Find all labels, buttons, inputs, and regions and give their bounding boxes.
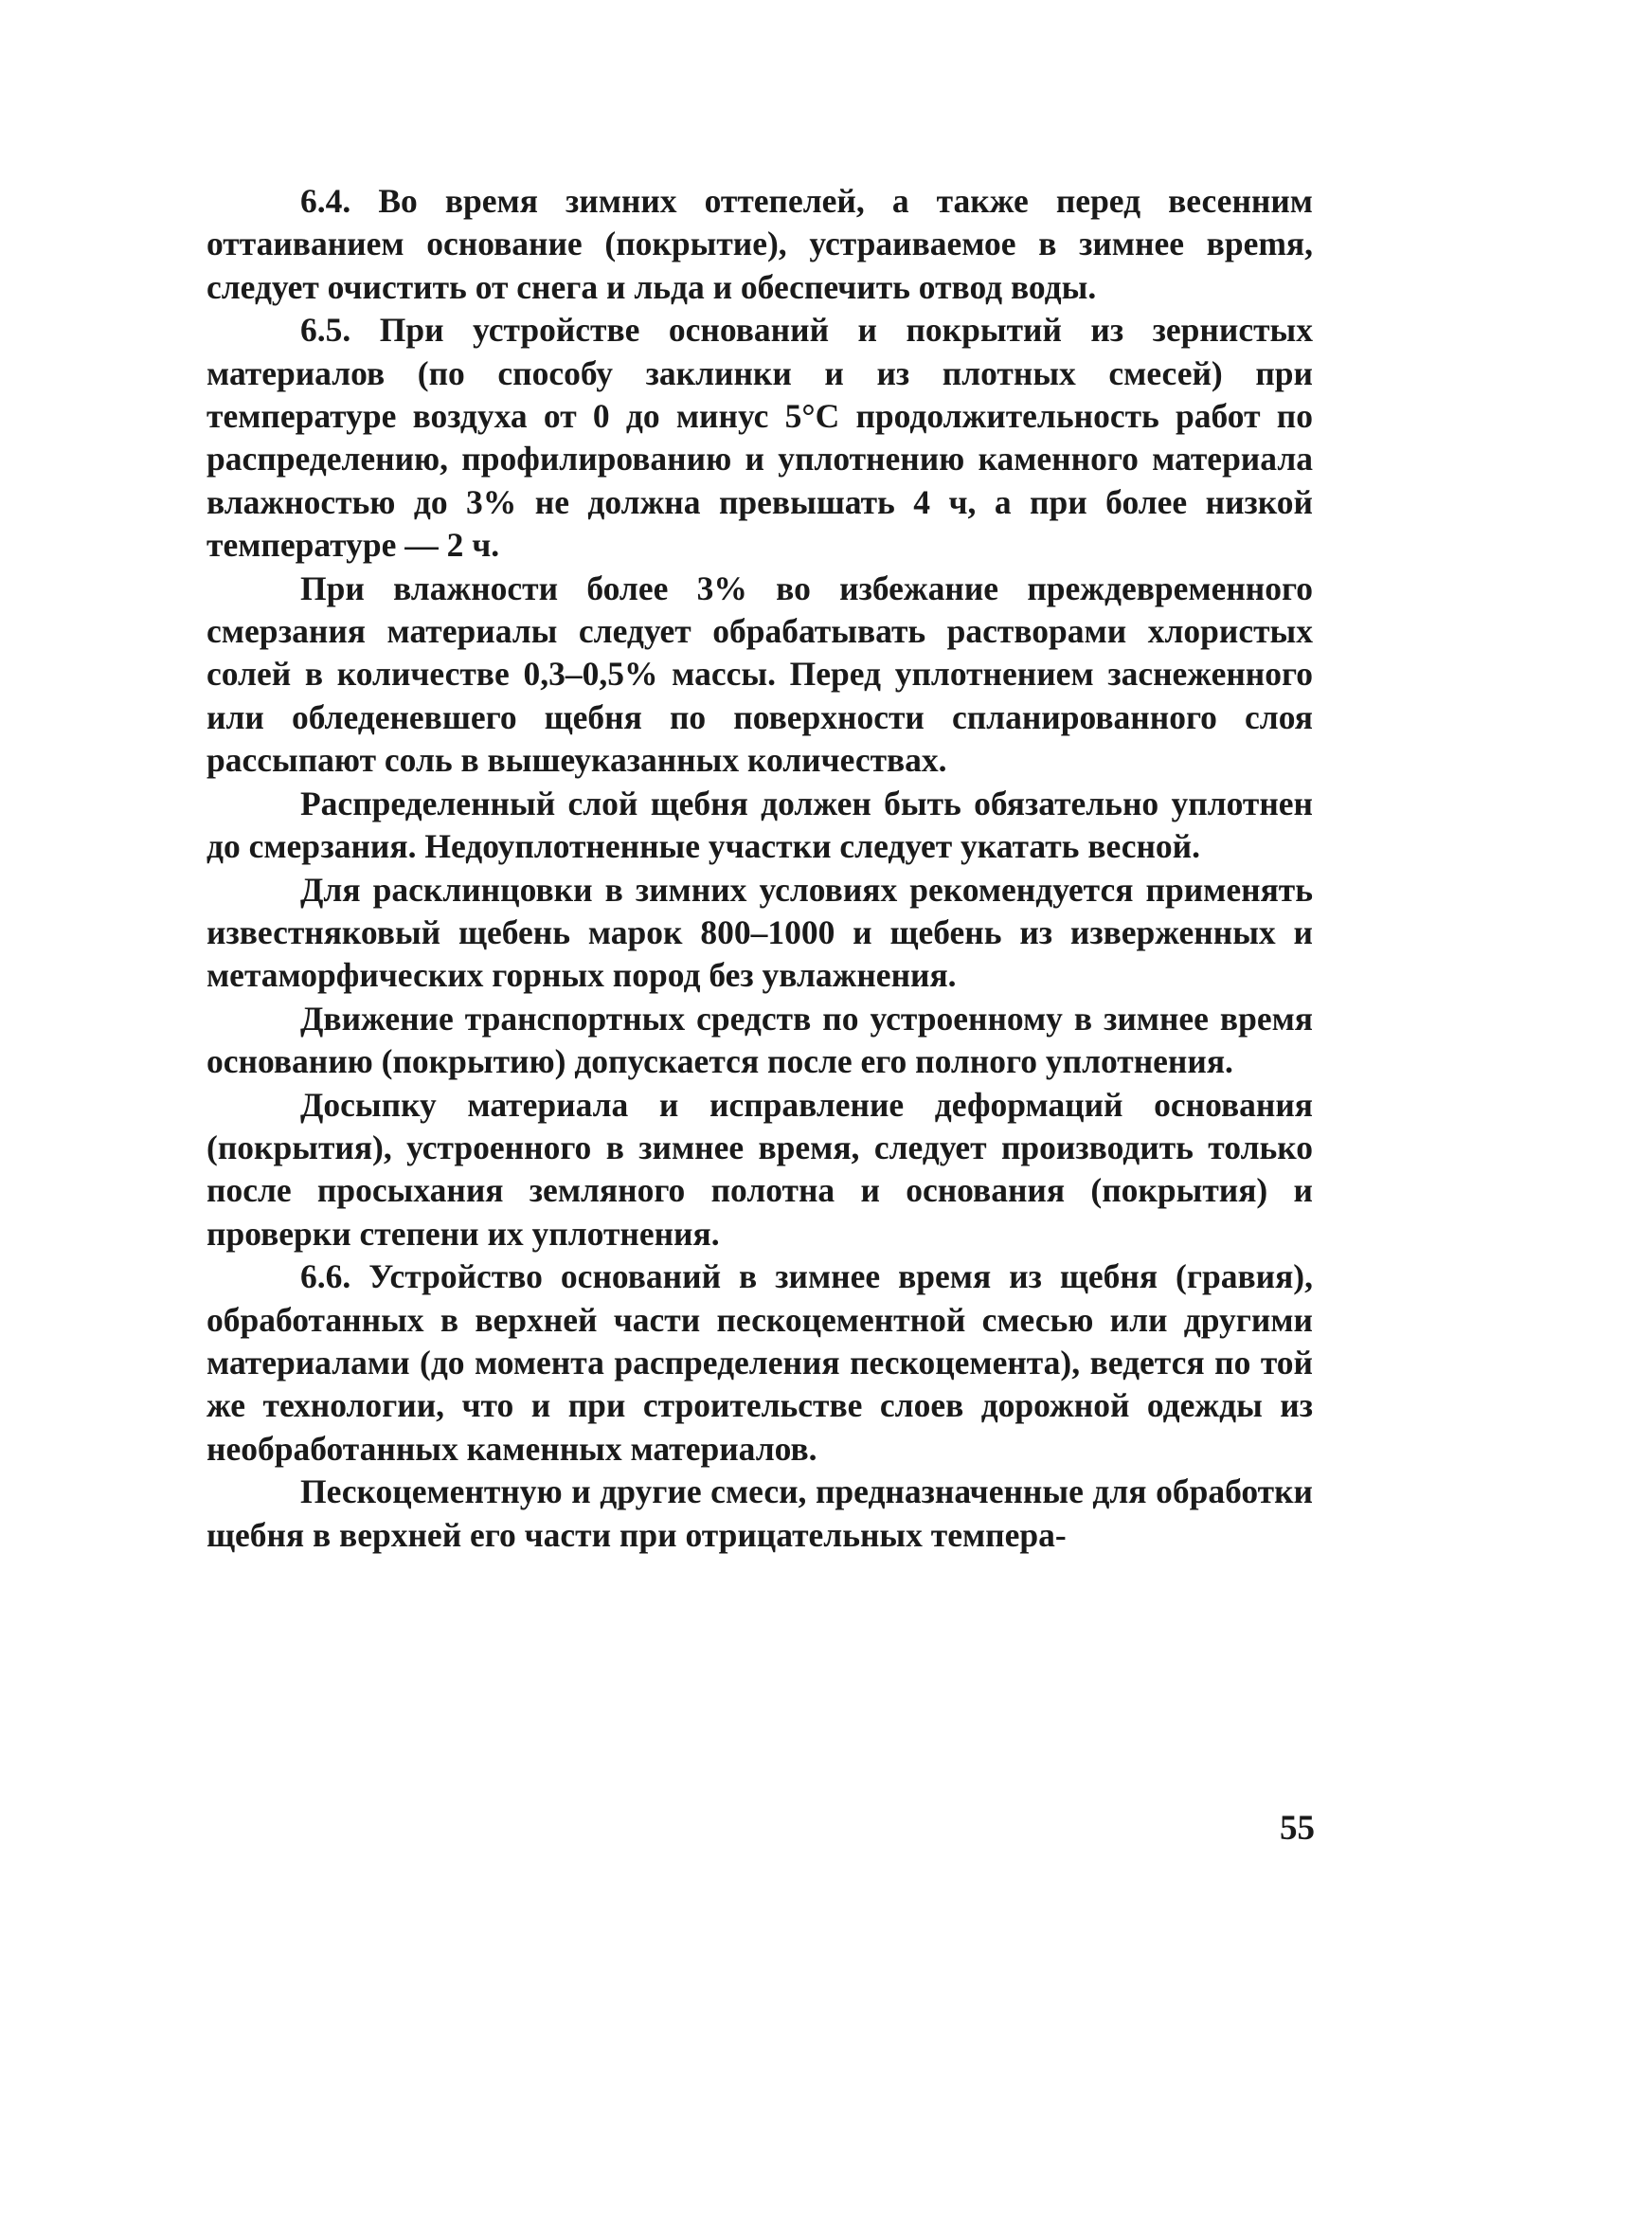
paragraph-wedging: Для расклинцовки в зимних условиях рекомендуется применять известняковый щебень марок 800–1000 и щебень из изверженных и метаморфических горных пород без увлажнения. xyxy=(206,870,1313,995)
paragraph-compaction: Распределенный слой щебня должен быть обязательно уплотнен до смерзания. Недоуплотненные участки следует укатать весной. xyxy=(206,784,1313,866)
paragraph-6-4: 6.4. Во время зимних оттепелей, а также перед весенним оттаиванием основание (покрытие), устраиваемое в зимнее вреmя, следует очистить от снега и льда и обеспечить отвод воды. xyxy=(206,182,1313,306)
paragraph-sand-cement: Пескоцементную и другие смеси, предназначенные для обработки щебня в верхней его части при отрицательных темпера- xyxy=(206,1472,1313,1554)
paragraph-traffic: Движение транспортных средств по устроенному в зимнее время основанию (покрытию) допускается после его полного уплотнения. xyxy=(206,999,1313,1081)
paragraph-moisture: При влажности более 3% во избежание преждевременного смерзания материалы следует обрабатывать растворами хлористых солей в количестве 0,3–0,5% массы. Перед уплотнением заснеженного или обледеневшего щебня по поверхности спланированного слоя рассыпают соль в вышеуказанных количествах. xyxy=(206,569,1313,780)
paragraph-6-5: 6.5. При устройстве оснований и покрытий из зернистых материалов (по способу заклинки и из плотных смесей) при температуре воздуха от 0 до минус 5°С продолжительность работ по распределению, профилированию и уплотнению каменного материала влажностью до 3% не должна превышать 4 ч, а при более низкой температуре — 2 ч. xyxy=(206,311,1313,565)
paragraph-6-6: 6.6. Устройство оснований в зимнее время из щебня (гравия), обработанных в верхней части пескоцементной смесью или другими материалами (до момента распределения пескоцемента), ведется по той же технологии, что и при строительстве слоев дорожной одежды из необработанных каменных материалов. xyxy=(206,1257,1313,1468)
paragraph-deformation: Досыпку материала и исправление деформаций основания (покрытия), устроенного в зимнее время, следует производить только после просыхания земляного полотна и основания (покрытия) и проверки степени их уплотнения. xyxy=(206,1085,1313,1253)
page-number: 55 xyxy=(1280,1809,1315,1848)
body-text xyxy=(206,180,1313,1557)
